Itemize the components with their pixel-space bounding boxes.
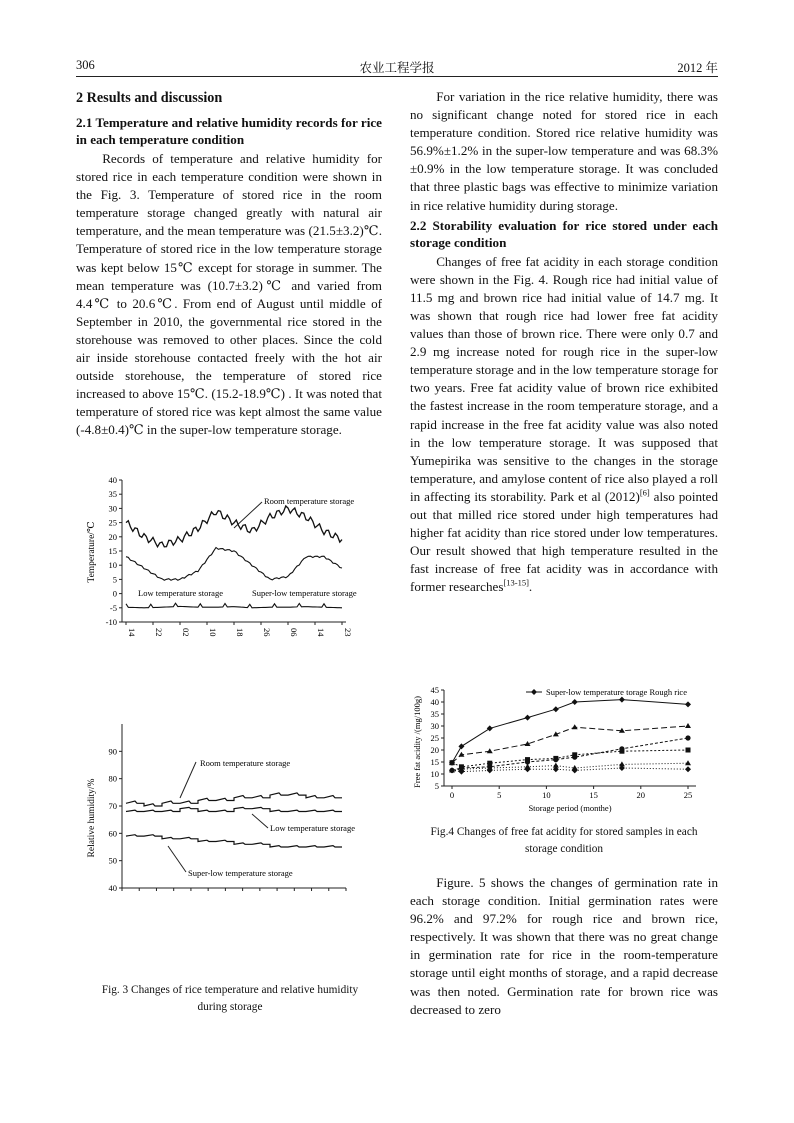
y-tick-label: 60 [108,828,117,839]
x-tick-label: 20 [636,790,646,800]
data-point [553,706,559,712]
citation: [13-15] [503,577,529,588]
y-tick-label: 5 [434,781,439,791]
data-point [572,755,577,760]
y-tick-label: 30 [430,721,439,731]
data-point [685,760,691,765]
data-point [553,757,558,762]
y-tick-label: 20 [108,531,117,542]
fig3-caption [84,982,376,1016]
y-tick-label: 35 [430,709,439,719]
data-point [572,699,578,705]
journal-year: 2012 年 [677,61,718,75]
paragraph-text: . [528,579,533,595]
x-tick-label: 26 [262,628,272,637]
paragraph [410,253,718,597]
y-tick-label: 40 [108,475,117,485]
x-tick-label: 15 [589,790,598,800]
x-tick-label: 23 [343,628,353,637]
data-point [685,701,691,707]
fig4-fat-acidity-chart [410,684,720,824]
data-point [487,748,493,753]
data-point [686,748,691,753]
data-point [619,746,624,751]
x-tick-label: 06 [289,628,299,637]
subsection-title-2-2: 2.2 Storability evaluation for rice stored under each storage condition [410,217,718,250]
left-column [76,88,382,440]
annotation-arrow [168,846,186,872]
x-tick-label: 14 [316,628,326,637]
data-point [685,735,690,740]
annotation-superlow: Super-low temperature storage [252,588,357,598]
x-tick-label: 22 [154,628,164,637]
paragraph-text: also pointed out that milled rice stored under high temperatures had higher fat acidity than rice stored under low temperatures. Our result showed that high temperature resulted in the fast increase of free fat acidity was in accordance with former researches [410,488,718,595]
legend-marker [531,689,537,695]
y-axis-label: Temperature/℃ [87,521,97,583]
y-tick-label: 70 [108,801,117,811]
paragraph: Figure. 5 shows the changes of germination rate in each storage condition. Initial germination rates were 96.2% and 97.2% for rough rice and brown rice, respectively. It was shown that there was no great change in germination rate for rice in the room-temperature storage until eight months of storage, and a rapid decrease was then noted. Germination rate for brown rice was decreased to zero [410,875,718,1017]
y-tick-label: 25 [430,733,439,743]
data-point [458,743,464,749]
x-tick-label: 0 [449,790,455,800]
y-tick-label: -5 [109,602,117,613]
annotation-arrow [234,502,262,528]
series-line-2 [126,807,342,811]
y-tick-label: 40 [430,697,439,707]
y-tick-label: 45 [430,685,439,695]
legend-label: Super-low temperature torage Rough rice [546,687,687,697]
annotation-room: Room temperature storage [264,496,355,506]
annotation-low: Low temperature storage [138,588,223,598]
fig3-humidity-chart [84,718,384,898]
y-tick-label: 80 [108,773,117,784]
x-tick-label: 18 [235,628,245,637]
y-tick-label: 10 [108,560,117,571]
paragraph: For variation in the rice relative humidity, there was no significant change noted for stored rice in each temperature condition. Stored rice relative humidity was 56.9%±1.2% in the super-low temperature and was 68.3%±0.9% in the low temperature storage. It was concluded that three plastic bags was effective to minimize variation in rice relative humidity during storage. [410,89,718,213]
annotation-low: Low temperature storage [270,823,355,833]
y-tick-label: 90 [108,746,117,757]
right-column-top [410,88,718,596]
right-column-bottom [410,874,718,1019]
data-point [525,715,531,721]
data-point [685,723,691,728]
data-point [619,697,625,703]
fig3-caption-line1: Fig. 3 Changes of rice temperature and relative humidity [101,984,359,996]
annotation-superlow: Super-low temperature storage [188,868,293,878]
y-tick-label: 25 [108,517,117,528]
fig3-temperature-chart [84,472,384,640]
y-tick-label: 30 [108,503,117,514]
fig4-caption [410,824,718,858]
series-line-2 [452,726,688,763]
y-tick-label: 15 [108,546,117,556]
data-point [685,766,691,772]
citation: [6] [639,487,650,498]
subsection-title-2-1: 2.1 Temperature and relative humidity records for rice in each temperature condition [76,115,382,147]
annotation-room: Room temperature storage [200,758,291,768]
section-title: 2 Results and discussion [76,90,223,106]
x-tick-label: 25 [683,790,693,800]
data-point [449,767,455,773]
x-tick-label: 14 [127,628,137,637]
y-tick-label: 5 [112,574,117,585]
x-tick-label: 10 [542,790,551,800]
y-tick-label: 40 [108,883,117,893]
y-tick-label: 10 [430,769,439,779]
series-line-3 [126,603,342,608]
x-tick-label: 10 [208,628,218,637]
y-axis-label: Free fat acidity /(mg/100g) [412,696,422,788]
annotation-arrow [252,814,268,828]
y-tick-label: 35 [108,489,117,500]
y-tick-label: -10 [105,617,117,627]
fig4-caption-line1: Fig.4 Changes of free fat acidity for stored samples in each [430,826,698,838]
y-tick-label: 0 [112,588,117,599]
data-point [572,767,578,773]
y-axis-label: Relative humidity/% [87,778,97,858]
paragraph-text: Changes of free fat acidity in each storage condition were shown in the Fig. 4. Rough rice had initial value of 11.5 mg and brown rice had initial value of 14.7 mg. It was shown that rough rice had lower free fat acidity values than those of brown rice. There were only 0.7 and 2.9 mg increase noted for rough rice in the super-low temperature storage and in the low temperature storage for two years. Free fat acidity value of brown rice exhibited the fastest increase in the room temperature storage, and a rapid increase in the free fat acidity value was also noted in the low temperature storage. It was supposed that Yumepirika was sensitive to the changes in the storage temperature, and amylose content of rice also played a roll in affecting its storability. Park et al (2012) [410,253,718,504]
x-tick-label: 02 [181,628,191,637]
series-line-2 [126,548,342,581]
y-tick-label: 20 [430,745,439,755]
data-point [450,760,455,765]
series-line-1 [452,700,688,763]
data-point [525,766,531,772]
y-tick-label: 15 [430,757,439,767]
series-line-1 [126,506,342,547]
page-header [76,58,718,77]
journal-name: 农业工程学报 [359,61,435,75]
fig4-caption-line2: storage condition [524,843,604,855]
annotation-arrow [180,762,196,798]
data-point [487,725,493,731]
series-line-1 [126,793,342,806]
x-tick-label: 5 [497,790,502,800]
page-number: 306 [76,58,95,72]
series-line-3 [126,835,342,847]
paragraph: Records of temperature and relative humidity for stored rice in each temperature condition were shown in the Fig. 3. Temperature of stored rice in the room temperature storage changed greatly with natural air temperature, and the mean temperature was (21.5±3.2)℃. Temperature of stored rice in the low temperature storage was kept below 15℃ except for storage in summer. The mean temperature was (10.7±3.2)℃ and varied from 4.4℃ to 20.6℃. From end of August until middle of September in 2010, the governmental rice stored in the storehouse was removed to other places. Since the cold air inside storehouse contacted freely with the hot air outside storehouse, the temperature of stored rice increased to above 15℃. (15.2-18.9℃) . It was noted that temperature of stored rice was kept almost the same value (-4.8±0.4)℃ in the super-low temperature storage. [76,151,382,438]
y-tick-label: 50 [108,855,117,866]
data-point [572,724,578,729]
x-axis-label: Storage period (monthe) [528,803,612,813]
fig3-caption-line2: during storage [197,1001,263,1013]
